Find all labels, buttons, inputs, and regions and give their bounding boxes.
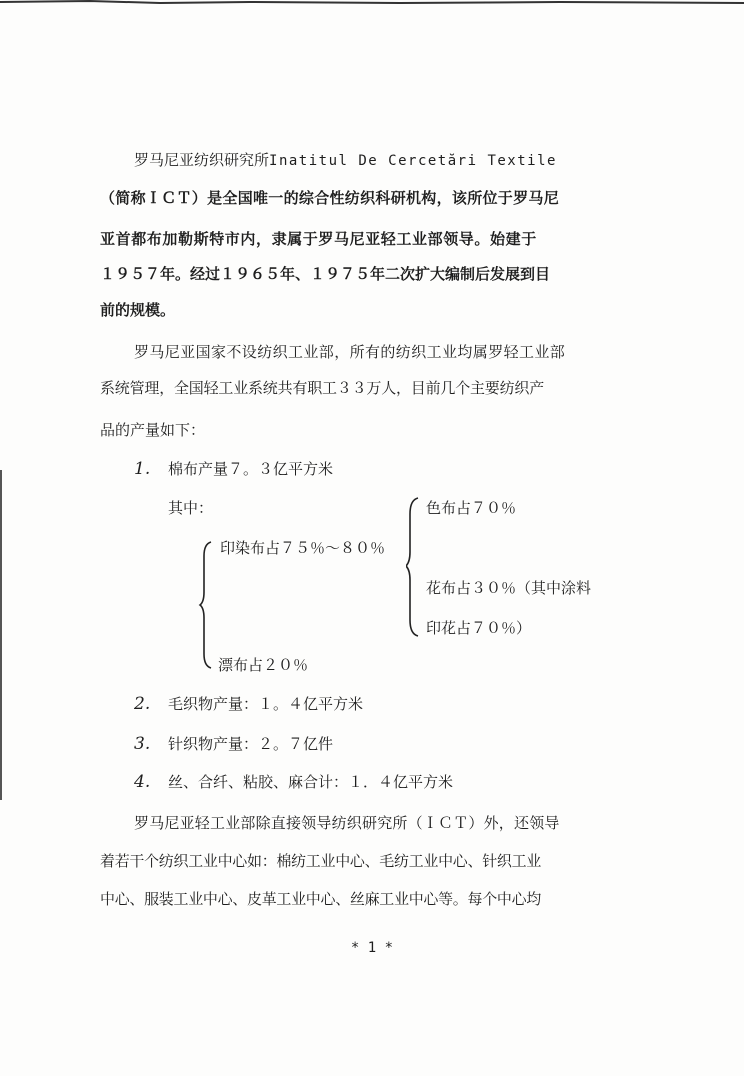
paragraph-1-line-4: １９５７年。经过１９６５年、１９７５年二次扩大编制后发展到目 [100, 265, 551, 283]
paragraph-1-line-1 [134, 150, 557, 170]
left-brace [198, 540, 214, 670]
paragraph-1-line-3: 亚首都布加勒斯特市内，隶属于罗马尼亚轻工业部领导。始建于 [100, 230, 537, 248]
paragraph-2-line-1: 罗马尼亚国家不设纺织工业部，所有的纺织工业均属罗轻工业部 [134, 343, 566, 361]
institute-name-latin: Inatitul De Cercetări Textile [269, 153, 557, 169]
list-item-1-text: 棉布产量７。３亿平方米 [168, 460, 334, 478]
paragraph-3-line-3: 中心、服装工业中心、皮革工业中心、丝麻工业中心等。每个中心均 [100, 890, 542, 908]
list-item-2-text: 毛织物产量：１。４亿平方米 [168, 695, 364, 713]
list-item-1-sublabel: 其中： [168, 499, 214, 517]
paragraph-2-line-2: 系统管理，全国轻工业系统共有职工３３万人，目前几个主要纺织产 [100, 379, 545, 397]
scan-top-edge [0, 0, 744, 6]
bleached-cloth-share: 漂布占２０％ [218, 656, 309, 674]
list-number-1: 1. [134, 459, 151, 479]
paragraph-1-line-5: 前的规模。 [100, 301, 176, 319]
list-number-4: 4. [134, 772, 151, 792]
scan-left-edge [0, 470, 2, 800]
institute-name-cn: 罗马尼亚纺织研究所 [134, 151, 270, 169]
printed-dyed-cloth-share: 印染布占７５％～８０％ [220, 539, 386, 557]
paragraph-3-line-2: 着若干个纺织工业中心如：棉纺工业中心、毛纺工业中心、针织工业 [100, 852, 542, 870]
list-number-2: 2. [134, 694, 151, 714]
page-number: * 1 * [350, 940, 394, 956]
list-item-3-text: 针织物产量：２。７亿件 [168, 735, 334, 753]
list-number-3: 3. [134, 734, 151, 754]
printed-cloth-share-line-2: 印花占７０％） [426, 619, 532, 637]
paragraph-1-line-2: （简称ＩＣＴ）是全国唯一的综合性纺织科研机构，该所位于罗马尼 [100, 189, 560, 207]
right-brace [406, 496, 422, 638]
printed-cloth-share-line-1: 花布占３０％（其中涂料 [426, 579, 592, 597]
colored-cloth-share: 色布占７０％ [426, 499, 517, 517]
paragraph-3-line-1: 罗马尼亚轻工业部除直接领导纺织研究所（ＩＣＴ）外，还领导 [134, 814, 560, 832]
list-item-4-text: 丝、合纤、粘胶、麻合计：１．４亿平方米 [168, 773, 454, 791]
paragraph-2-line-3: 品的产量如下： [100, 421, 206, 439]
